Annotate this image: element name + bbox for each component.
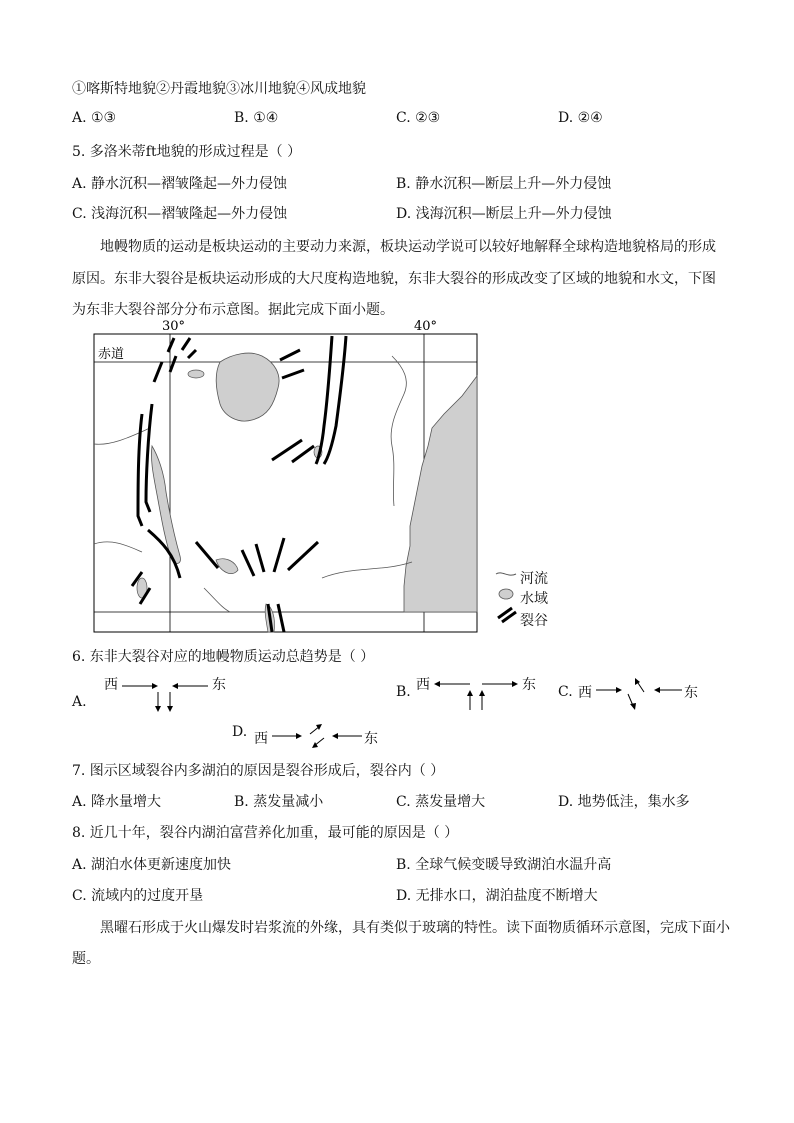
river bbox=[204, 588, 230, 612]
q5-option-d[interactable]: D. 浅海沉积—断层上升—外力侵蚀 bbox=[396, 206, 612, 222]
q6-option-b[interactable] bbox=[396, 674, 546, 718]
legend-symbols bbox=[494, 566, 520, 626]
q8-option-d[interactable]: D. 无排水口，湖泊盐度不断增大 bbox=[396, 888, 598, 904]
lon-label-30: 30° bbox=[162, 319, 186, 334]
q8-option-a[interactable]: A. 湖泊水体更新速度加快 bbox=[72, 857, 232, 873]
east-africa-rift-map bbox=[92, 316, 492, 636]
q6-a-west: 西 bbox=[104, 677, 118, 693]
q6-stem: 6. 东非大裂谷对应的地幔物质运动总趋势是（ ） bbox=[72, 649, 375, 665]
q6-option-d-label: D. bbox=[232, 724, 248, 740]
q4-option-c[interactable]: C. ②③ bbox=[396, 110, 441, 126]
legend-river: 河流 bbox=[520, 571, 548, 587]
indian-ocean bbox=[404, 376, 477, 612]
intro1-line1: 地幔物质的运动是板块运动的主要动力来源，板块运动学说可以较好地解释全球构造地貌格局的形成 bbox=[100, 239, 716, 255]
q4-option-d[interactable]: D. ②④ bbox=[558, 110, 603, 126]
q8-stem: 8. 近几十年，裂谷内湖泊富营养化加重，最可能的原因是（ ） bbox=[72, 825, 459, 841]
q7-stem: 7. 图示区域裂谷内多湖泊的原因是裂谷形成后，裂谷内（ ） bbox=[72, 763, 445, 779]
legend-river-symbol bbox=[496, 573, 516, 575]
q4-option-a[interactable]: A. ①③ bbox=[72, 110, 117, 126]
q8-option-c[interactable]: C. 流域内的过度开垦 bbox=[72, 888, 204, 904]
q6-a-east: 东 bbox=[212, 677, 226, 693]
q6-d-arrows bbox=[270, 722, 364, 752]
q6-c-arrows bbox=[594, 674, 684, 718]
q5-option-c[interactable]: C. 浅海沉积—褶皱隆起—外力侵蚀 bbox=[72, 206, 288, 222]
intro1-line2: 原因。东非大裂谷是板块运动形成的大尺度构造地貌，东非大裂谷的形成改变了区域的地貌和水文，下图 bbox=[72, 271, 716, 287]
q5-stem: 5. 多洛米蒂ft地貌的形成过程是（ ） bbox=[72, 144, 302, 160]
q6-option-c[interactable] bbox=[558, 674, 708, 718]
q7-option-b[interactable]: B. 蒸发量减小 bbox=[234, 794, 324, 810]
q6-b-east: 东 bbox=[522, 677, 536, 693]
q6-d-east: 东 bbox=[364, 731, 378, 747]
q6-option-a-label: A. bbox=[72, 694, 87, 710]
q6-a-arrows bbox=[120, 678, 212, 718]
q6-d-west: 西 bbox=[254, 731, 268, 747]
q6-option-a[interactable] bbox=[72, 674, 232, 718]
q7-option-a[interactable]: A. 降水量增大 bbox=[72, 794, 162, 810]
q6-option-c-label: C. bbox=[558, 684, 573, 700]
river bbox=[94, 542, 142, 552]
q5-option-a[interactable]: A. 静水沉积—褶皱隆起—外力侵蚀 bbox=[72, 176, 288, 192]
lon-label-40: 40° bbox=[414, 319, 438, 334]
river bbox=[322, 562, 412, 578]
q4-option-b[interactable]: B. ①④ bbox=[234, 110, 279, 126]
intro2-line2: 题。 bbox=[72, 951, 100, 967]
q6-b-west: 西 bbox=[416, 677, 430, 693]
q6-b-arrows bbox=[430, 676, 522, 716]
q6-option-b-label: B. bbox=[396, 684, 411, 700]
q6-option-d[interactable] bbox=[232, 722, 392, 752]
q6-c-west: 西 bbox=[578, 685, 592, 701]
river bbox=[391, 356, 406, 506]
lake-small bbox=[188, 370, 204, 378]
q7-option-d[interactable]: D. 地势低洼，集水多 bbox=[558, 794, 690, 810]
intro2-line1: 黑曜石形成于火山爆发时岩浆流的外缘，具有类似于玻璃的特性。读下面物质循环示意图，完成下面小 bbox=[100, 920, 730, 936]
legend-rift: 裂谷 bbox=[520, 613, 548, 629]
legend-water-symbol bbox=[499, 589, 513, 599]
q6-c-east: 东 bbox=[684, 685, 698, 701]
q4-list: ①喀斯特地貌②丹霞地貌③冰川地貌④风成地貌 bbox=[72, 81, 366, 97]
lake-victoria bbox=[216, 353, 279, 421]
equator-label: 赤道 bbox=[98, 347, 125, 362]
q8-option-b[interactable]: B. 全球气候变暖导致湖泊水温升高 bbox=[396, 857, 612, 873]
q7-option-c[interactable]: C. 蒸发量增大 bbox=[396, 794, 486, 810]
lake-small bbox=[216, 559, 238, 574]
legend-water: 水域 bbox=[520, 591, 548, 607]
q5-option-b[interactable]: B. 静水沉积—断层上升—外力侵蚀 bbox=[396, 176, 612, 192]
intro1-line3: 为东非大裂谷部分分布示意图。据此完成下面小题。 bbox=[72, 302, 394, 318]
